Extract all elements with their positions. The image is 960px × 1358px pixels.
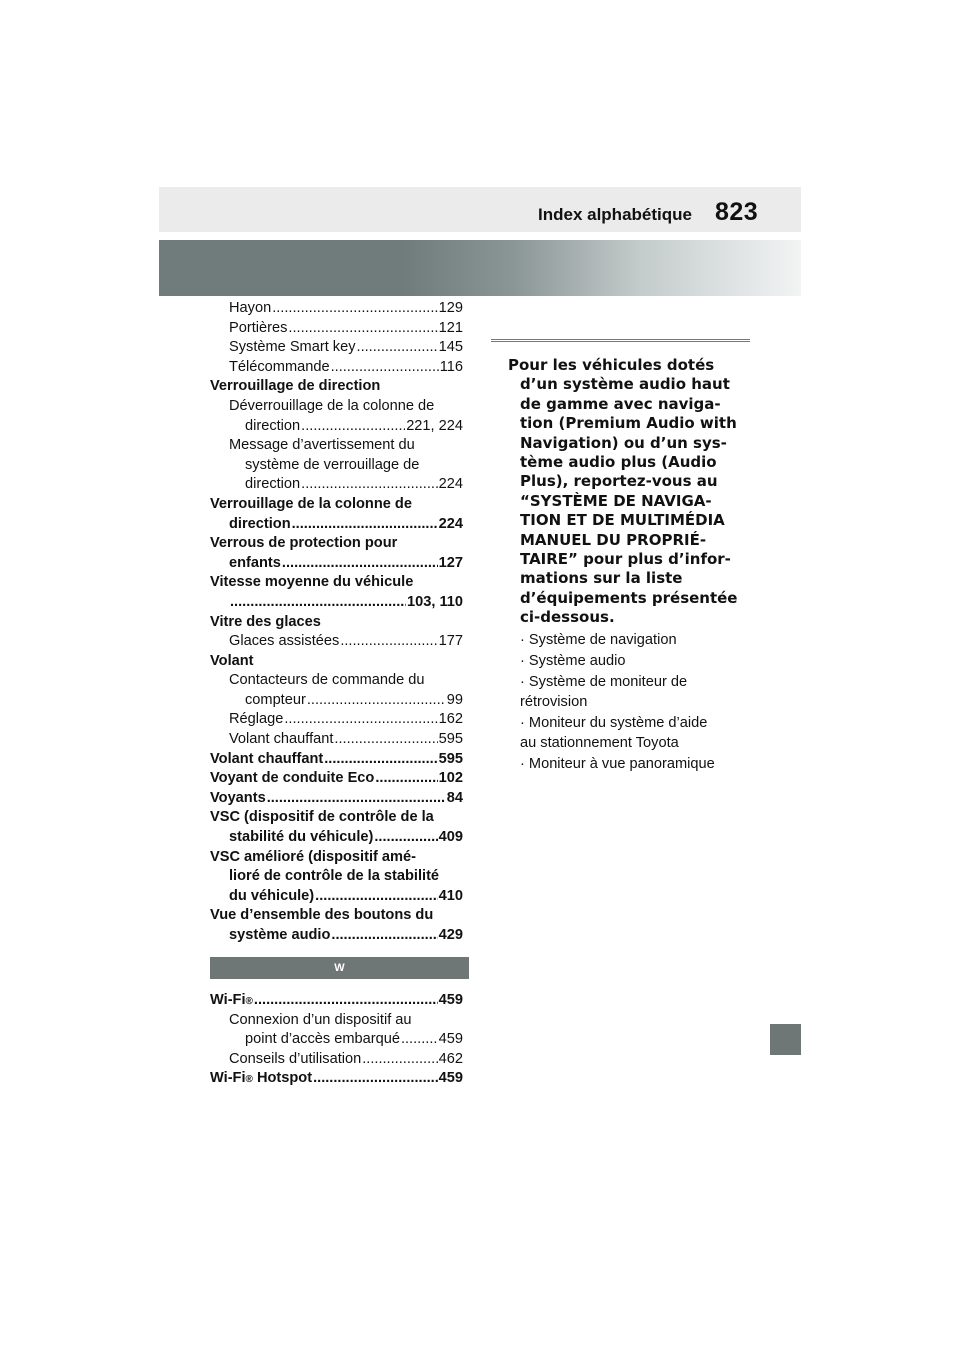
leader-dots [324, 750, 437, 770]
page-reference: 409 [438, 829, 463, 846]
index-term: point d’accès embarqué [245, 1031, 400, 1048]
index-entry [210, 319, 463, 339]
note-list-item [508, 630, 754, 650]
index-term: Volant chauffant [210, 750, 324, 767]
index-entry [210, 789, 463, 809]
index-entry-line [210, 573, 463, 593]
leader-dots [340, 632, 437, 652]
note-equipment-list [508, 630, 754, 774]
chapter-thumb-tab [770, 1024, 801, 1055]
index-entry-line [229, 632, 463, 652]
page-reference: 459 [438, 1070, 463, 1087]
leader-dots [375, 769, 437, 789]
index-entry [210, 1050, 463, 1070]
index-entry [210, 338, 463, 358]
index-entry [210, 710, 463, 730]
page-reference: 459 [438, 992, 463, 1008]
page-reference: 595 [438, 750, 463, 767]
index-term: enfants [229, 554, 281, 571]
index-term: Conseils d’utilisation [229, 1050, 362, 1067]
index-entry-line [229, 475, 463, 495]
index-column-w [210, 991, 463, 1089]
index-term: Hayon [229, 300, 272, 316]
index-entry [210, 299, 463, 319]
index-term: VSC amélioré (dispositif amé- [210, 848, 416, 865]
index-term: Télécommande [229, 358, 330, 375]
index-entry [210, 436, 463, 495]
page-reference: 129 [438, 300, 463, 316]
index-entry-line [210, 848, 463, 868]
page-reference: 595 [438, 731, 463, 748]
index-term: Message d’avertissement du [229, 437, 415, 454]
index-entry-line [210, 926, 463, 946]
leader-dots [267, 789, 446, 809]
page-reference: 429 [438, 927, 463, 943]
note-list-item-line: au stationnement Toyota [520, 734, 679, 751]
index-term: direction [245, 476, 301, 493]
leader-dots [307, 691, 446, 711]
page-reference: 224 [438, 515, 463, 532]
index-term: Déverrouillage de la colonne de [229, 397, 435, 414]
note-list-item-line: · Moniteur à vue panoramique [520, 755, 715, 772]
index-term: compteur [245, 691, 306, 708]
navigation-note [508, 356, 754, 775]
note-heading-line: mations sur la liste [520, 569, 683, 588]
page-header-title: Index alphabétique [538, 205, 692, 224]
index-term: Contacteurs de commande du [229, 672, 425, 689]
index-term: direction [245, 417, 301, 434]
section-letter-w: W [210, 957, 469, 979]
index-entry-line [229, 730, 463, 750]
index-term: Glaces assistées [229, 633, 340, 650]
index-entry-line [229, 691, 463, 711]
leader-dots [288, 319, 437, 339]
index-entry-line [210, 769, 463, 789]
leader-dots [401, 1030, 438, 1050]
note-heading-line: d’équipements présentée [520, 588, 738, 607]
leader-dots [254, 991, 438, 1011]
index-entry-line [210, 554, 463, 574]
index-entry-line [229, 1011, 463, 1031]
index-entry-line [229, 671, 463, 691]
note-list-item [508, 672, 754, 712]
index-term: Volant [210, 652, 254, 669]
index-term: Portières [229, 319, 288, 336]
index-entry [210, 377, 463, 397]
index-term: Système Smart key [229, 339, 356, 356]
index-entry [210, 613, 463, 633]
index-entry [210, 1011, 463, 1050]
page-reference: 177 [438, 633, 463, 650]
index-term: VSC (dispositif de contrôle de la [210, 809, 434, 826]
note-heading-line: tion (Premium Audio with [520, 414, 737, 433]
index-term: système audio [229, 927, 331, 943]
index-term: stabilité du véhicule) [229, 829, 374, 846]
leader-dots [230, 593, 406, 613]
page-reference: 84 [446, 789, 463, 806]
index-term: Vitesse moyenne du véhicule [210, 574, 414, 591]
index-entry [210, 671, 463, 710]
index-entry-line [210, 534, 463, 554]
index-term: direction [229, 515, 291, 532]
leader-dots [284, 710, 437, 730]
index-term-suffix: Hotspot [252, 1070, 313, 1087]
index-entry [210, 534, 463, 573]
note-heading [508, 356, 754, 628]
page-reference: 462 [438, 1050, 463, 1067]
page-reference: 103, 110 [406, 593, 463, 610]
index-term: Réglage [229, 711, 284, 728]
index-entry [210, 769, 463, 789]
index-entry-line: Wi-Fi ® ..... 459 [210, 991, 463, 1011]
index-term: Verrouillage de la colonne de [210, 495, 412, 512]
index-term: Vitre des glaces [210, 613, 321, 630]
index-term: Verrous de protection pour [210, 535, 398, 552]
note-list-item-line: rétrovision [520, 693, 588, 710]
index-entry [210, 848, 463, 907]
index-term: système de verrouillage de [245, 456, 420, 473]
index-entry [210, 750, 463, 770]
header-gradient-band [159, 240, 801, 296]
leader-dots [301, 417, 405, 437]
index-entry [210, 652, 463, 672]
note-list-item [508, 713, 754, 753]
index-entry-line [229, 299, 463, 319]
note-list-item-line: · Moniteur du système d’aide [520, 714, 708, 731]
index-entry [210, 573, 463, 612]
index-entry-line [229, 397, 463, 417]
index-entry [210, 991, 463, 1011]
index-entry-line [210, 750, 463, 770]
leader-dots [282, 554, 438, 574]
index-term: Wi-Fi [210, 1070, 246, 1087]
index-term: Voyant de conduite Eco [210, 770, 375, 787]
leader-dots [313, 1069, 438, 1089]
index-entry-line [229, 1030, 463, 1050]
index-entry [210, 632, 463, 652]
index-entry-line [229, 338, 463, 358]
index-entry-line: Wi-Fi ® Hotspot ..... 459 [210, 1069, 463, 1089]
note-heading-line: TION ET DE MULTIMÉDIA [520, 511, 725, 530]
page-reference: 102 [438, 770, 463, 787]
index-entry [210, 358, 463, 378]
index-entry-line [210, 377, 463, 397]
index-entry-line [210, 828, 463, 848]
note-list-item [508, 651, 754, 671]
page-number: 823 [715, 198, 759, 226]
index-entry [210, 1069, 463, 1089]
index-term: Wi-Fi [210, 992, 246, 1008]
leader-dots [301, 475, 437, 495]
leader-dots [362, 1050, 437, 1070]
leader-dots [331, 358, 439, 378]
index-entry-line [229, 436, 463, 456]
note-list-item [508, 754, 754, 774]
index-entry-line [229, 456, 463, 476]
index-entry-line [210, 652, 463, 672]
index-entry-line [229, 1050, 463, 1070]
leader-dots [331, 926, 437, 946]
index-entry [210, 730, 463, 750]
index-term: Vue d’ensemble des boutons du [210, 907, 434, 924]
page-reference: 145 [438, 339, 463, 356]
page-reference: 116 [439, 358, 463, 375]
page-reference: 127 [438, 554, 463, 571]
leader-dots [374, 828, 437, 848]
index-entry-line [210, 593, 463, 613]
index-term: Voyants [210, 789, 266, 806]
note-heading-line: Navigation) ou d’un sys- [520, 433, 727, 452]
index-term: Verrouillage de direction [210, 378, 381, 395]
index-entry-line [210, 613, 463, 633]
index-entry-line [210, 515, 463, 535]
note-heading-line: “SYSTÈME DE NAVIGA- [520, 491, 712, 510]
leader-dots [334, 730, 437, 750]
page-reference: 99 [446, 691, 463, 708]
note-top-rule [491, 339, 750, 342]
index-term: Volant chauffant [229, 731, 334, 748]
index-entry-line [210, 789, 463, 809]
index-entry [210, 906, 463, 945]
note-heading-line: TAIRE” pour plus d’infor- [520, 550, 731, 569]
index-term: Connexion d’un dispositif au [229, 1011, 412, 1028]
index-entry [210, 808, 463, 847]
page-reference: 162 [438, 711, 463, 728]
page-reference: 459 [438, 1031, 463, 1048]
note-list-item-line: · Système de navigation [520, 631, 677, 648]
note-list-item-line: · Système audio [520, 652, 626, 669]
leader-dots [292, 515, 438, 535]
index-entry [210, 495, 463, 534]
note-heading-line: MANUEL DU PROPRIÉ- [520, 530, 707, 549]
index-entry-line [210, 906, 463, 926]
page-reference: 221, 224 [406, 417, 463, 434]
index-term: lioré de contrôle de la stabilité [229, 868, 440, 885]
page-reference: 121 [438, 319, 463, 336]
note-heading-line: Plus), reportez-vous au [520, 472, 718, 491]
index-entry-line [210, 808, 463, 828]
index-term: du véhicule) [229, 887, 315, 904]
leader-dots [315, 887, 437, 907]
leader-dots [272, 299, 437, 319]
index-entry [210, 397, 463, 436]
note-heading-line: tème audio plus (Audio [520, 453, 717, 472]
index-entry-line [229, 319, 463, 339]
index-entry-line [210, 495, 463, 515]
note-heading-line: d’un système audio haut [520, 375, 730, 394]
note-heading-line: ci-dessous. [520, 608, 615, 627]
index-entry-line [210, 867, 463, 887]
index-entry-line [210, 887, 463, 907]
index-column-v [210, 299, 463, 946]
page-reference: 224 [438, 476, 463, 493]
index-entry-line [229, 417, 463, 437]
leader-dots [357, 338, 438, 358]
note-heading-line: Pour les véhicules dotés [508, 356, 715, 374]
page-reference: 410 [438, 887, 463, 904]
index-entry-line [229, 358, 463, 378]
index-entry-line [229, 710, 463, 730]
page-header-bar [159, 187, 801, 232]
note-list-item-line: · Système de moniteur de [520, 673, 688, 690]
note-heading-line: de gamme avec naviga- [520, 394, 721, 413]
